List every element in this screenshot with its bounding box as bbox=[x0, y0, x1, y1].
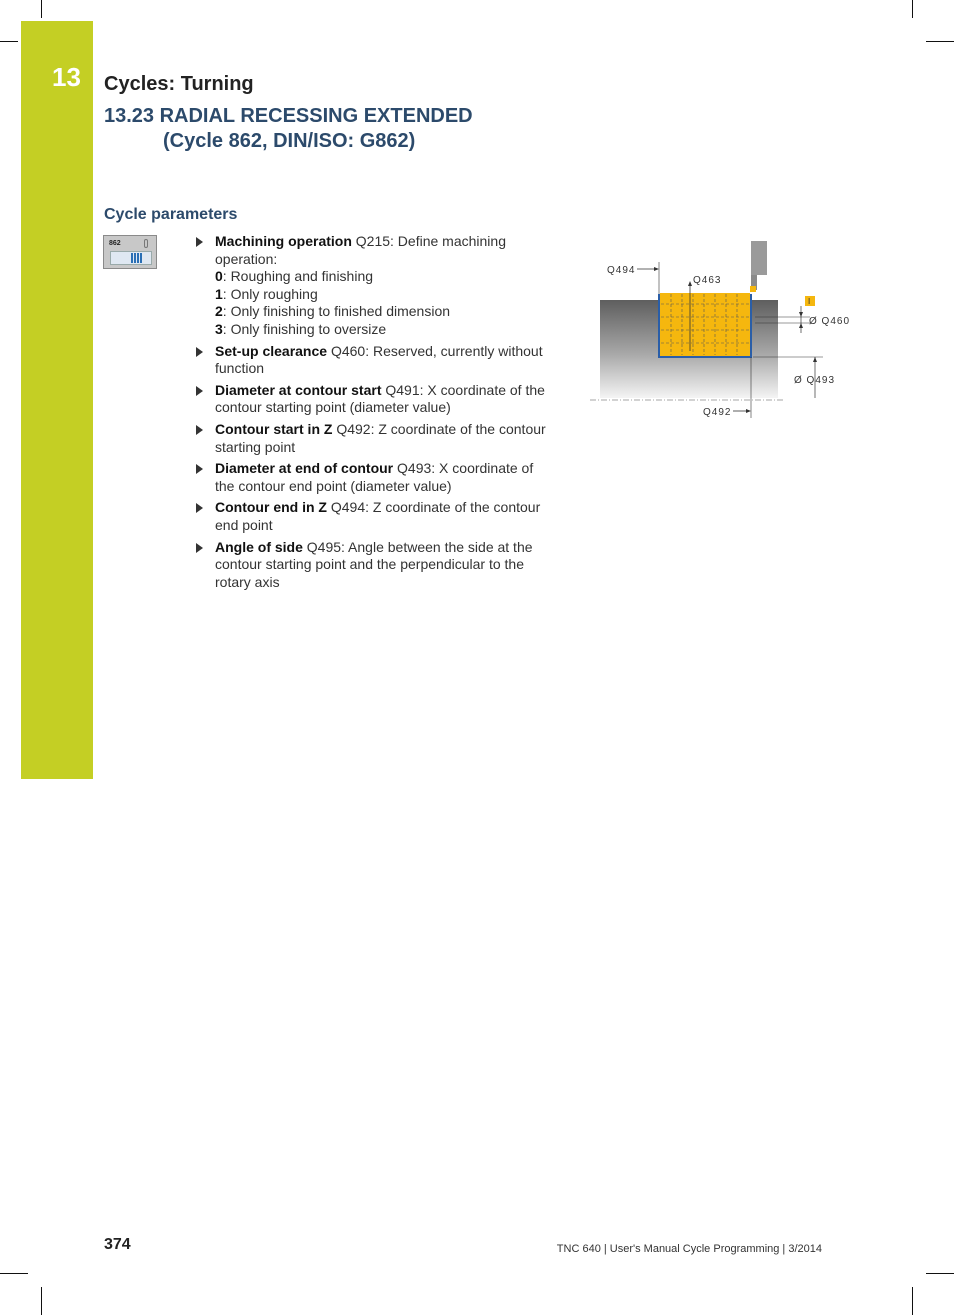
bullet-triangle-icon bbox=[196, 237, 203, 247]
chapter-number: 13 bbox=[52, 62, 81, 92]
q460-label: Ø Q460 bbox=[809, 316, 851, 327]
param-desc: Q460: Reserved, currently without function bbox=[215, 342, 543, 377]
arrow-icon bbox=[746, 409, 751, 413]
list-item bbox=[196, 343, 556, 378]
arrow-icon bbox=[799, 312, 803, 317]
bullet-triangle-icon bbox=[196, 347, 203, 357]
param-name: Contour start in Z bbox=[215, 420, 333, 437]
parameter-list bbox=[196, 233, 556, 595]
footer-text: TNC 640 | User's Manual Cycle Programming | 3/2014 bbox=[556, 1243, 822, 1255]
bullet-triangle-icon bbox=[196, 425, 203, 435]
section-title-line2: (Cycle 862, DIN/ISO: G862) bbox=[163, 130, 416, 152]
param-name: Diameter at contour start bbox=[215, 381, 382, 398]
option-text: : Only finishing to oversize bbox=[222, 320, 387, 337]
recess-icon bbox=[131, 253, 143, 263]
list-item bbox=[196, 421, 556, 456]
q463-label: Q463 bbox=[693, 275, 722, 286]
section-title-line1: 13.23 RADIAL RECESSING EXTENDED bbox=[104, 105, 473, 127]
crop-mark bbox=[0, 41, 18, 42]
list-item bbox=[196, 382, 556, 417]
turning-tool bbox=[751, 241, 767, 275]
param-desc: Q493: X coordinate of the contour end point (diameter value) bbox=[215, 460, 534, 494]
q492-label: Q492 bbox=[703, 407, 732, 418]
chapter-sidebar bbox=[21, 21, 93, 779]
q493-label: Ø Q493 bbox=[794, 375, 836, 386]
arrow-icon bbox=[654, 267, 659, 271]
cycle-parameters-heading: Cycle parameters bbox=[104, 206, 238, 223]
option-text: : Roughing and finishing bbox=[222, 268, 374, 285]
list-item bbox=[196, 233, 556, 339]
param-desc: Q215: Define machining operation: bbox=[215, 233, 506, 267]
option-text: : Only roughing bbox=[222, 285, 318, 302]
list-item bbox=[196, 499, 556, 534]
param-desc: Q494: Z coordinate of the contour end point bbox=[215, 499, 541, 533]
option-key: 0 bbox=[215, 268, 223, 285]
arrow-icon bbox=[813, 357, 817, 362]
param-desc: Q491: X coordinate of the contour starting point (diameter value) bbox=[215, 381, 545, 416]
crop-mark bbox=[912, 1287, 913, 1315]
option-key: 2 bbox=[215, 303, 223, 320]
crop-mark bbox=[41, 1287, 42, 1315]
list-item bbox=[196, 539, 556, 592]
option-text: : Only finishing to finished dimension bbox=[222, 303, 451, 320]
cycle-862-softkey[interactable] bbox=[103, 235, 157, 269]
arrow-icon bbox=[688, 281, 692, 286]
tool-edge bbox=[750, 286, 756, 292]
arrow-icon bbox=[799, 323, 803, 328]
crop-mark bbox=[912, 0, 913, 18]
param-name: Contour end in Z bbox=[215, 499, 327, 516]
option-key: 1 bbox=[215, 285, 223, 302]
param-name: Machining operation bbox=[215, 233, 352, 249]
recess-area bbox=[660, 293, 750, 356]
chapter-title: Cycles: Turning bbox=[104, 73, 254, 95]
marker-label: I bbox=[808, 297, 811, 306]
bullet-triangle-icon bbox=[196, 386, 203, 396]
param-desc: Q492: Z coordinate of the contour starting point bbox=[215, 420, 546, 455]
param-name: Angle of side bbox=[215, 538, 303, 555]
crop-mark bbox=[926, 1273, 954, 1274]
bullet-triangle-icon bbox=[196, 464, 203, 474]
page-number: 374 bbox=[104, 1236, 131, 1253]
crop-mark bbox=[926, 41, 954, 42]
param-name: Diameter at end of contour bbox=[215, 460, 394, 477]
recessing-diagram bbox=[585, 238, 855, 423]
tool-icon bbox=[144, 239, 148, 248]
param-desc: Q495: Angle between the side at the contour starting point and the perpendicular to the rotary axis bbox=[215, 538, 533, 590]
section-title bbox=[104, 104, 473, 154]
crop-mark bbox=[0, 1273, 28, 1274]
option-key: 3 bbox=[215, 320, 223, 337]
bullet-triangle-icon bbox=[196, 543, 203, 553]
softkey-label: 862 bbox=[109, 240, 121, 247]
param-name: Set-up clearance bbox=[215, 342, 328, 359]
q494-label: Q494 bbox=[607, 265, 636, 276]
bullet-triangle-icon bbox=[196, 503, 203, 513]
crop-mark bbox=[41, 0, 42, 18]
list-item bbox=[196, 460, 556, 495]
